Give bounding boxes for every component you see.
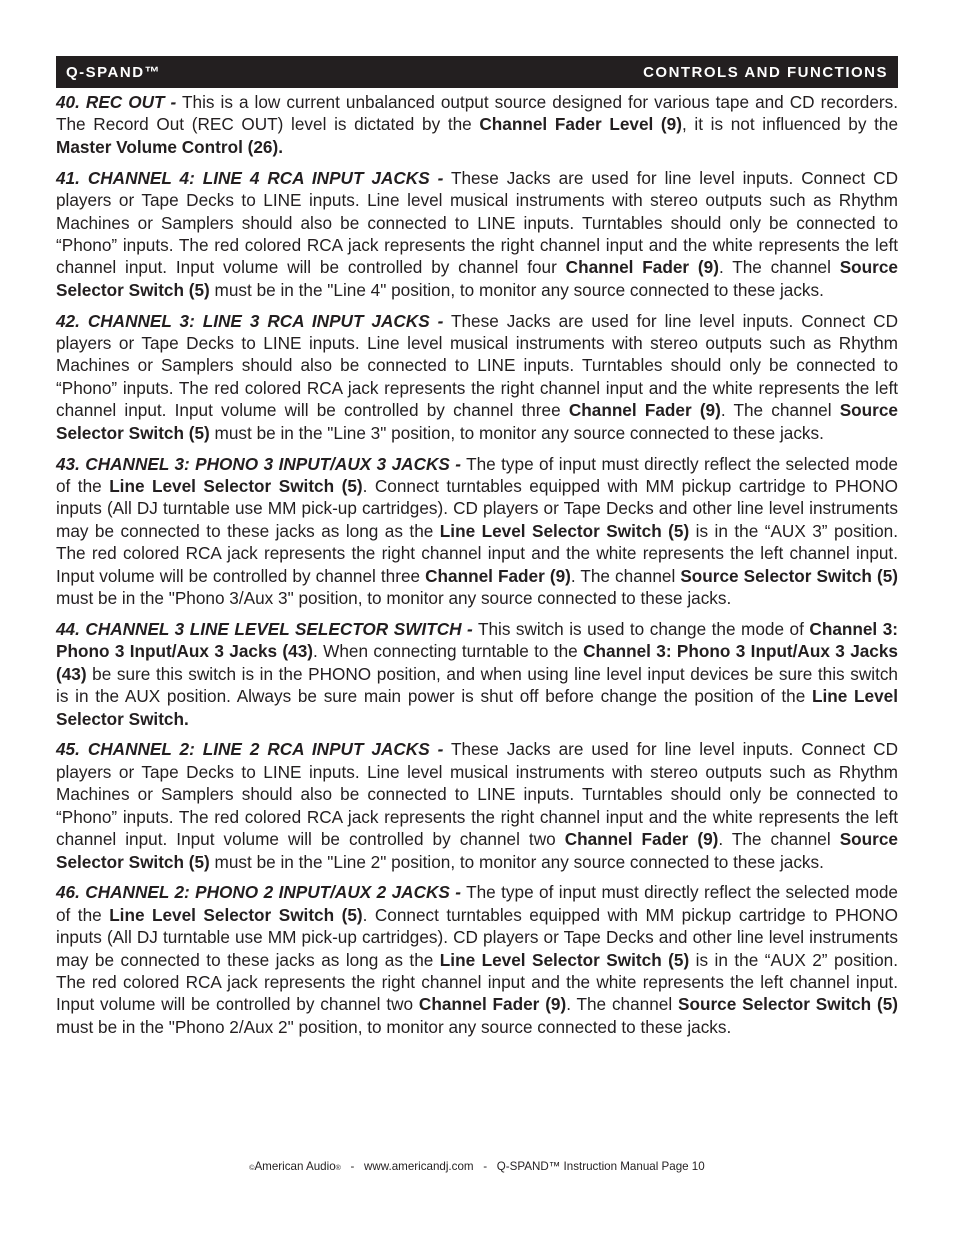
page-footer [0,1160,954,1173]
body-text: . When connecting turntable to the [313,641,584,662]
footer-manual-page: Q-SPAND™ Instruction Manual Page 10 [496,1160,705,1173]
bold-reference: Channel 3: Phono 3 Input/Aux 3 Jacks (43) [56,641,898,684]
section-paragraph [56,310,898,444]
footer-company: American Audio [254,1160,336,1173]
section-paragraph [56,738,898,872]
body-text: The type of input must directly reflect the selected mode of the [56,453,898,496]
body-text: The type of input must directly reflect the selected mode of the [56,882,898,925]
header-product-title: Q-SPAND™ [66,63,162,81]
body-text: This switch is used to change the mode of [472,618,810,639]
bold-reference: Line Level Selector Switch (5) [109,904,363,925]
bold-reference: Line Level Selector Switch (5) [439,949,690,970]
registered-symbol: ® [335,1165,341,1172]
bold-reference: Source Selector Switch (5) [678,994,898,1015]
section-heading: 42. CHANNEL 3: LINE 3 RCA INPUT JACKS - [56,310,444,331]
copyright-symbol: © [249,1165,255,1172]
body-text: . Connect turntables equipped with MM pickup cartridge to PHONO inputs (All DJ turntable use MM pick-up cartridges). CD players or Tape Decks and other line level instruments may be connected to these jacks as long as the [56,476,899,541]
bold-reference: Channel Fader (9) [565,257,719,278]
body-text: be sure this switch is in the PHONO position, and when using line level input devices be sure this switch is in the AUX position. Always be sure main power is shut off before change the position of the [56,663,898,707]
footer-separator-2: - [483,1160,488,1173]
bold-reference: Line Level Selector Switch (5) [439,520,690,541]
body-text: . The channel [718,829,840,850]
bold-reference: Channel Fader (9) [418,994,567,1015]
header-section-title: CONTROLS AND FUNCTIONS [643,63,888,81]
bold-reference: Channel Fader (9) [564,829,719,850]
section-paragraph [56,881,898,1038]
body-text: . Connect turntables equipped with MM pickup cartridge to PHONO inputs (All DJ turntable use MM pick-up cartridges). CD players or Tape Decks and other line level instruments may be connected to these jacks as long as the [56,904,899,970]
body-text: . The channel [570,565,681,586]
bold-reference: Channel Fader Level (9) [479,114,682,135]
section-heading: 46. CHANNEL 2: PHONO 2 INPUT/AUX 2 JACKS - [56,882,461,903]
body-text: This is a low current unbalanced output source designed for various tape and CD recorders. The Record Out (REC OUT) level is dictated by the [56,92,899,135]
section-paragraph [56,618,898,730]
section-paragraph [56,91,898,158]
body-text: must be in the "Phono 2/Aux 2" position, to monitor any source connected to these jacks. [56,1016,732,1037]
bold-reference: Channel Fader (9) [568,400,721,421]
section-heading: 41. CHANNEL 4: LINE 4 RCA INPUT JACKS - [56,167,444,188]
bold-reference: Line Level Selector Switch. [56,686,898,729]
body-text: These Jacks are used for line level inputs. Connect CD players or Tape Decks to LINE inputs. Line level musical instruments with stereo outputs such as Rhythm Machines or Samplers should also be connected to LINE inputs. Turntables should only be connected to “Phono” inputs. The red colored RCA jack represents the right channel input and the white represents the left channel input. Input volume will be controlled by channel three [56,310,898,421]
manual-content [56,91,898,1047]
bold-reference: Source Selector Switch (5) [56,829,898,872]
section-heading: 45. CHANNEL 2: LINE 2 RCA INPUT JACKS - [56,739,444,760]
body-text: These Jacks are used for line level inputs. Connect CD players or Tape Decks to LINE inputs. Line level musical instruments with stereo outputs such as Rhythm Machines or Samplers should also be connected to LINE inputs. Turntables should only be connected to “Phono” inputs. The red colored RCA jack represents the right channel input and the white represents the left channel input. Input volume will be controlled by channel four [56,167,898,278]
bold-reference: Channel 3: Phono 3 Input/Aux 3 Jacks (43) [56,618,899,662]
bold-reference: Source Selector Switch (5) [56,257,898,300]
body-text: is in the “AUX 3” position. The red colored RCA jack represents the right channel input and the white represents the left channel input. Input volume will be controlled by channel three [56,520,899,586]
body-text: , it is not influenced by the [681,114,899,135]
footer-website: www.americandj.com [364,1160,474,1173]
section-heading: 44. CHANNEL 3 LINE LEVEL SELECTOR SWITCH - [56,618,473,639]
body-text: must be in the "Phono 3/Aux 3" position, to monitor any source connected to these jacks. [56,588,732,609]
bold-reference: Channel Fader (9) [425,565,571,586]
body-text: must be in the "Line 3" position, to monitor any source connected to these jacks. [209,422,824,443]
body-text: is in the “AUX 2” position. The red colored RCA jack represents the right channel input and the white represents the left channel input. Input volume will be controlled by channel two [56,949,899,1015]
body-text: must be in the "Line 2" position, to monitor any source connected to these jacks. [209,851,824,872]
page-header [56,56,898,88]
body-text: . The channel [718,257,840,278]
bold-reference: Source Selector Switch (5) [680,565,898,586]
bold-reference: Source Selector Switch (5) [56,400,898,443]
section-heading: 40. REC OUT - [56,92,177,112]
bold-reference: Line Level Selector Switch (5) [109,476,363,496]
body-text: . The channel [566,994,678,1015]
section-heading: 43. CHANNEL 3: PHONO 3 INPUT/AUX 3 JACKS - [56,453,461,474]
body-text: These Jacks are used for line level inputs. Connect CD players or Tape Decks to LINE inputs. Line level musical instruments with stereo outputs such as Rhythm Machines or Samplers should also be connected to LINE inputs. Turntables should only be connected to “Phono” inputs. The red colored RCA jack represents the right channel input and the white represents the left channel input. Input volume will be controlled by channel two [56,739,898,850]
section-paragraph [56,453,898,610]
bold-reference: Master Volume Control (26). [56,136,283,157]
footer-separator: - [350,1160,355,1173]
body-text: . The channel [720,400,840,421]
section-paragraph [56,167,898,301]
body-text: must be in the "Line 4" position, to monitor any source connected to these jacks. [209,279,824,300]
